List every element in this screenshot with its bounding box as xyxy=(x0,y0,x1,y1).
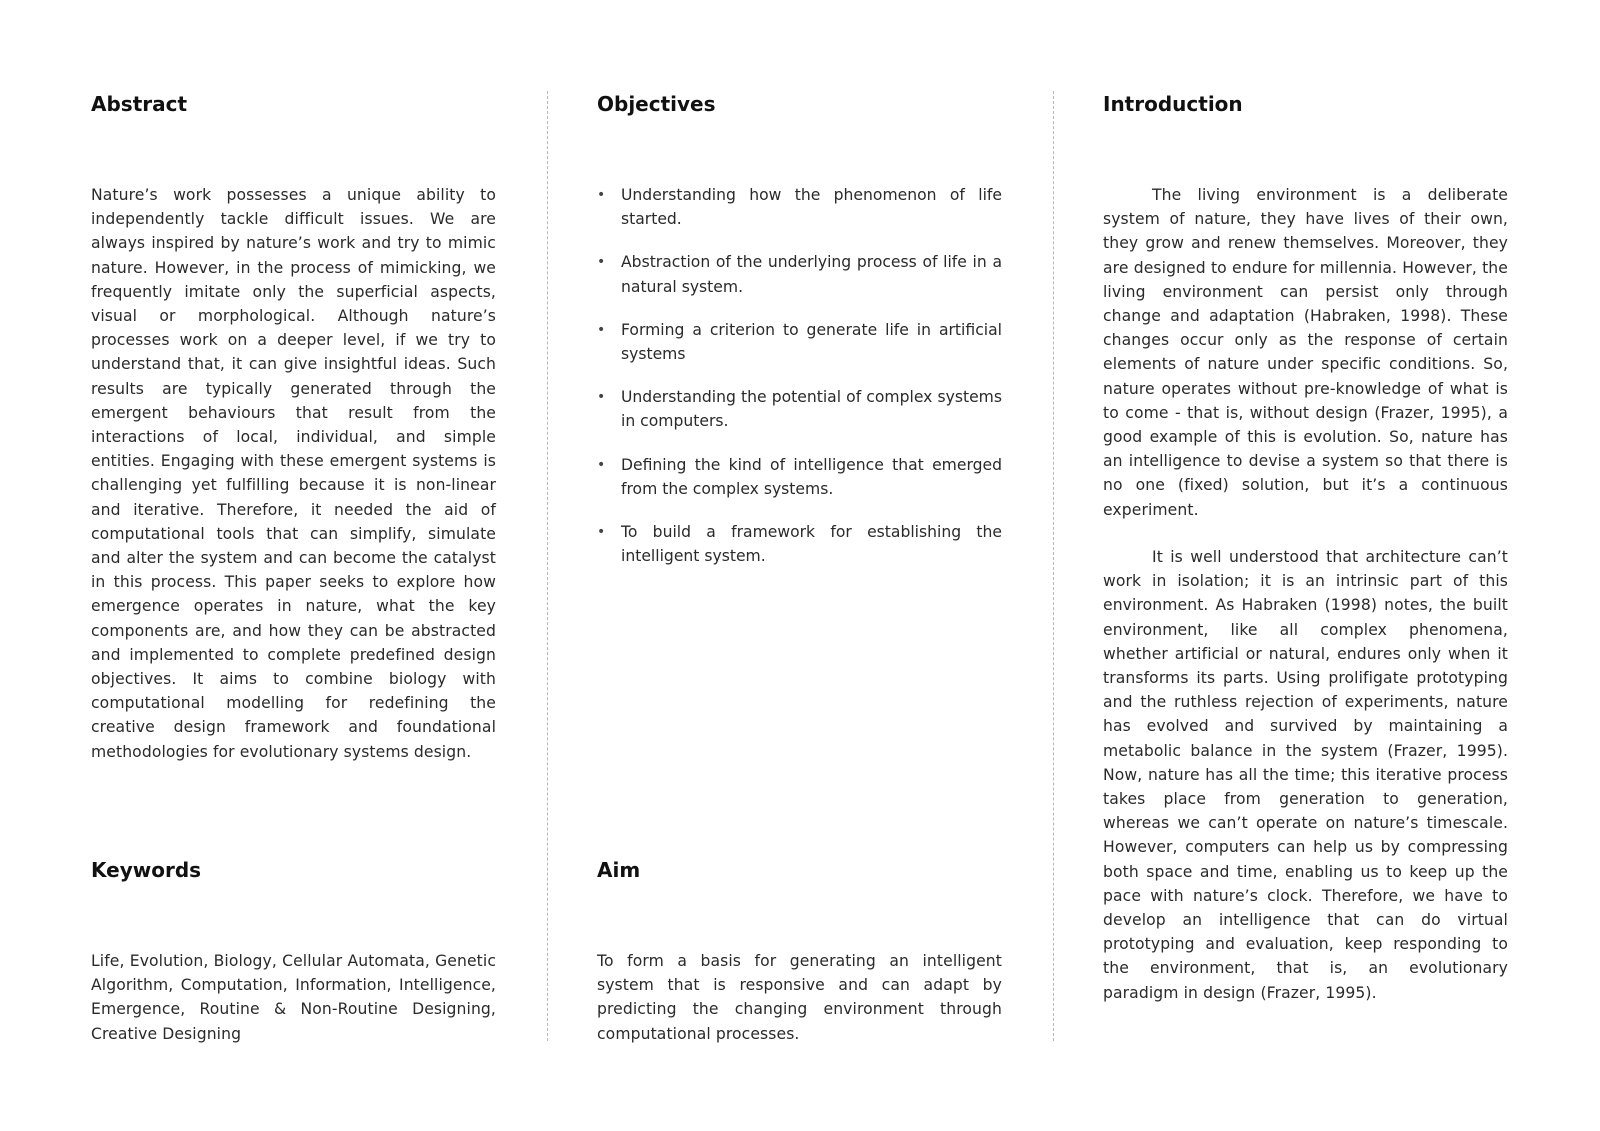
aim-heading: Aim xyxy=(597,858,641,882)
objective-text: Understanding the potential of complex systems in computers. xyxy=(621,388,1002,431)
introduction-heading: Introduction xyxy=(1103,92,1243,116)
objective-text: Understanding how the phenomenon of life started. xyxy=(621,186,1002,229)
abstract-body: Nature’s work possesses a unique ability to independently tackle difficult issues. We are always inspired by nature’s work and try to mimic nature. However, in the process of mimicking, we frequently imitate only the superficial aspects, visual or morphological. Although nature’s processes work on a deeper level, if we try to understand that, it can give insightful ideas. Such results are typically generated through the emergent behaviours that result from the interactions of local, individual, and simple entities. Engaging with these emergent systems is challenging yet fulfilling because it is non-linear and iterative. Therefore, it needed the aid of computational tools that can simplify, simulate and alter the system and can become the catalyst in this process. This paper seeks to explore how emergence operates in nature, what the key components are, and how they can be abstracted and implemented to complete predefined design objectives. It aims to combine biology with computational modelling for redefining the creative design framework and foundational methodologies for evolutionary systems design. xyxy=(91,186,496,761)
objective-text: Abstraction of the underlying process of life in a natural system. xyxy=(621,253,1002,296)
bullet-icon: • xyxy=(597,389,606,406)
column-divider xyxy=(547,91,548,1041)
objective-item xyxy=(597,385,1002,433)
aim-body: To form a basis for generating an intelligent system that is responsive and can adapt by predicting the changing environment through computational processes. xyxy=(597,952,1002,1043)
bullet-icon: • xyxy=(597,321,606,338)
objective-item xyxy=(597,520,1002,568)
abstract-heading: Abstract xyxy=(91,92,188,116)
objective-item xyxy=(597,318,1002,366)
keywords-body: Life, Evolution, Biology, Cellular Automata, Genetic Algorithm, Computation, Information, Intelligence, Emergence, Routine & Non-Routine Designing, Creative Designing xyxy=(91,952,496,1043)
objective-item xyxy=(597,250,1002,298)
bullet-icon: • xyxy=(597,187,606,203)
keywords-heading: Keywords xyxy=(91,858,202,882)
objectives-heading: Objectives xyxy=(597,92,716,116)
objective-item xyxy=(597,453,1002,501)
column-divider xyxy=(1053,91,1054,1041)
objective-item xyxy=(597,183,1002,231)
objective-text: Forming a criterion to generate life in artificial systems xyxy=(621,320,1002,364)
bullet-icon: • xyxy=(597,254,606,271)
introduction-paragraph-1: The living environment is a deliberate system of nature, they have lives of their own, they grow and renew themselves. Moreover, they are designed to endure for millennia. However, the living environment can persist only through change and adaptation (Habraken, 1998). These changes occur only as the response of certain elements of nature under specific conditions. So, nature operates without pre-knowledge of what is to come - that is, without design (Frazer, 1995), a good example of this is evolution. So, nature has an intelligence to devise a system so that there is no one (fixed) solution, but it’s a continuous experiment. xyxy=(1103,186,1508,519)
objective-text: To build a framework for establishing the intelligent system. xyxy=(621,523,1002,566)
introduction-paragraph-2: It is well understood that architecture can’t work in isolation; it is an intrinsic part of this environment. As Habraken (1998) notes, the built environment, like all complex phenomena, whether artificial or natural, endures only when it transforms its parts. Using prolifigate prototyping and the ruthless rejection of experiments, nature has evolved and survived by maintaining a metabolic balance in the system (Frazer, 1995). Now, nature has all the time; this iterative process takes place from generation to generation, whereas we can’t operate on nature’s timescale. However, computers can help us by compressing both space and time, enabling us to keep up the pace with nature’s clock. Therefore, we have to develop an intelligence that can do virtual prototyping and evaluation, keep responding to the environment, that is, an evolutionary paradigm in design (Frazer, 1995). xyxy=(1103,548,1508,1002)
bullet-icon: • xyxy=(597,524,606,541)
bullet-icon: • xyxy=(597,456,606,473)
objective-text: Defining the kind of intelligence that emerged from the complex systems. xyxy=(621,455,1002,498)
objectives-list xyxy=(597,183,1002,587)
